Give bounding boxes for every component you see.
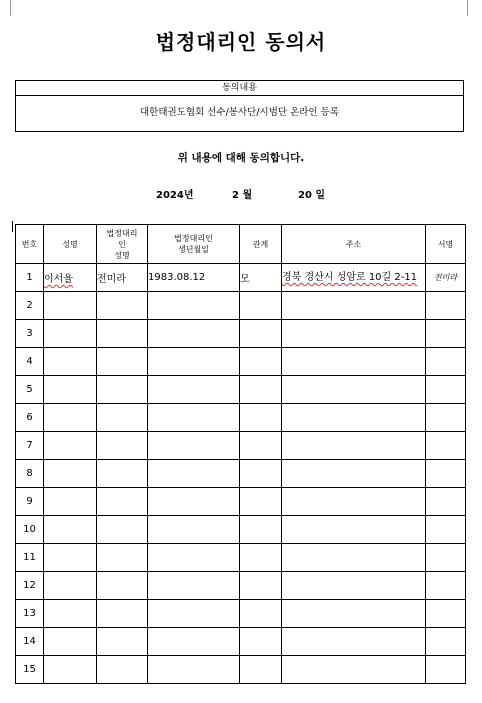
table-row <box>16 404 466 432</box>
row-relation[interactable] <box>240 600 282 628</box>
row-relation[interactable] <box>240 348 282 376</box>
row-number[interactable]: 7 <box>16 432 44 460</box>
row-guardian-name[interactable] <box>97 348 148 376</box>
row-guardian-name[interactable] <box>97 656 148 684</box>
row-relation[interactable] <box>240 572 282 600</box>
row-guardian-birth[interactable] <box>148 544 240 572</box>
table-row <box>16 264 466 292</box>
row-guardian-birth[interactable] <box>148 628 240 656</box>
table-row <box>16 488 466 516</box>
row-signature[interactable] <box>426 628 466 656</box>
row-relation[interactable] <box>240 544 282 572</box>
row-guardian-birth[interactable] <box>148 460 240 488</box>
row-number[interactable]: 10 <box>16 516 44 544</box>
row-address[interactable] <box>282 628 426 656</box>
row-guardian-birth[interactable] <box>148 320 240 348</box>
row-relation[interactable]: 모 <box>240 264 282 292</box>
row-name[interactable] <box>44 656 97 684</box>
row-name[interactable] <box>44 572 97 600</box>
row-number[interactable]: 13 <box>16 600 44 628</box>
row-number[interactable]: 9 <box>16 488 44 516</box>
row-guardian-birth[interactable] <box>148 572 240 600</box>
row-number[interactable]: 12 <box>16 572 44 600</box>
row-guardian-birth[interactable] <box>148 656 240 684</box>
row-address[interactable] <box>282 404 426 432</box>
row-address[interactable] <box>282 656 426 684</box>
row-relation[interactable] <box>240 460 282 488</box>
row-signature[interactable] <box>426 404 466 432</box>
row-address[interactable] <box>282 460 426 488</box>
row-guardian-name[interactable] <box>97 460 148 488</box>
content-body: 대한태권도협회 선수/봉사단/시범단 온라인 등록 <box>139 107 339 118</box>
row-address[interactable] <box>282 348 426 376</box>
row-guardian-name[interactable] <box>97 320 148 348</box>
row-address[interactable] <box>282 292 426 320</box>
row-name[interactable]: 이서율 <box>44 264 97 292</box>
text-cursor <box>12 221 13 232</box>
table-row <box>16 320 466 348</box>
row-signature[interactable] <box>426 460 466 488</box>
row-address[interactable] <box>282 600 426 628</box>
row-number[interactable]: 14 <box>16 628 44 656</box>
row-relation[interactable] <box>240 656 282 684</box>
row-address[interactable] <box>282 516 426 544</box>
row-guardian-birth[interactable] <box>148 488 240 516</box>
row-relation[interactable] <box>240 404 282 432</box>
row-signature[interactable]: 전미라 <box>426 264 466 292</box>
row-number[interactable]: 6 <box>16 404 44 432</box>
row-name[interactable] <box>44 348 97 376</box>
row-guardian-birth[interactable] <box>148 600 240 628</box>
header-signature: 서명 <box>426 225 466 264</box>
row-relation[interactable] <box>240 292 282 320</box>
row-signature[interactable] <box>426 656 466 684</box>
document-title: 법정대리인 동의서 <box>155 30 327 54</box>
table-row <box>16 600 466 628</box>
row-signature[interactable] <box>426 544 466 572</box>
row-guardian-birth[interactable] <box>148 292 240 320</box>
table-row <box>16 432 466 460</box>
row-signature[interactable] <box>426 348 466 376</box>
row-name[interactable] <box>44 320 97 348</box>
row-number[interactable]: 8 <box>16 460 44 488</box>
row-name[interactable] <box>44 404 97 432</box>
row-address[interactable] <box>282 320 426 348</box>
row-guardian-birth[interactable] <box>148 516 240 544</box>
page-corner-mark-top-left <box>0 0 11 16</box>
row-number[interactable]: 3 <box>16 320 44 348</box>
row-guardian-birth[interactable] <box>148 432 240 460</box>
row-guardian-name[interactable] <box>97 628 148 656</box>
row-guardian-name[interactable] <box>97 516 148 544</box>
row-signature[interactable] <box>426 292 466 320</box>
content-header: 동의내용 <box>16 81 463 96</box>
header-guardian-name: 법정대리 인 성명 <box>97 225 148 264</box>
row-guardian-name[interactable] <box>97 432 148 460</box>
row-name[interactable] <box>44 600 97 628</box>
row-name[interactable] <box>44 376 97 404</box>
row-relation[interactable] <box>240 320 282 348</box>
header-address: 주소 <box>282 225 426 264</box>
table-header-row <box>16 225 466 264</box>
row-name[interactable] <box>44 292 97 320</box>
row-guardian-name[interactable] <box>97 376 148 404</box>
row-address[interactable] <box>282 488 426 516</box>
row-signature[interactable] <box>426 516 466 544</box>
row-guardian-name[interactable]: 전미라 <box>97 264 148 292</box>
row-guardian-name[interactable] <box>97 488 148 516</box>
agreement-statement: 위 내용에 대해 동의합니다. <box>177 152 305 164</box>
date-year: 2024년 <box>156 190 194 201</box>
table-row <box>16 292 466 320</box>
table-row <box>16 460 466 488</box>
row-guardian-birth[interactable] <box>148 348 240 376</box>
table-row <box>16 348 466 376</box>
row-relation[interactable] <box>240 432 282 460</box>
row-name[interactable] <box>44 544 97 572</box>
header-no: 번호 <box>16 225 44 264</box>
table-row <box>16 656 466 684</box>
row-number[interactable]: 4 <box>16 348 44 376</box>
row-address[interactable] <box>282 432 426 460</box>
row-guardian-name[interactable] <box>97 292 148 320</box>
row-guardian-name[interactable] <box>97 600 148 628</box>
row-address[interactable] <box>282 544 426 572</box>
row-name[interactable] <box>44 628 97 656</box>
row-signature[interactable] <box>426 320 466 348</box>
row-guardian-name[interactable] <box>97 544 148 572</box>
guardian-roster-table <box>15 224 466 684</box>
header-relation: 관계 <box>240 225 282 264</box>
row-number[interactable]: 1 <box>16 264 44 292</box>
row-relation[interactable] <box>240 628 282 656</box>
row-relation[interactable] <box>240 376 282 404</box>
row-number[interactable]: 5 <box>16 376 44 404</box>
date-day: 20 일 <box>298 190 326 201</box>
row-guardian-birth[interactable] <box>148 376 240 404</box>
row-signature[interactable] <box>426 488 466 516</box>
row-signature[interactable] <box>426 600 466 628</box>
row-number[interactable]: 2 <box>16 292 44 320</box>
row-signature[interactable] <box>426 432 466 460</box>
row-number[interactable]: 15 <box>16 656 44 684</box>
row-name[interactable] <box>44 432 97 460</box>
header-guardian-birth: 법정대리인 생년월일 <box>148 225 240 264</box>
row-guardian-birth[interactable]: 1983.08.12 <box>148 264 240 292</box>
row-guardian-name[interactable] <box>97 572 148 600</box>
row-address[interactable] <box>282 572 426 600</box>
table-row <box>16 572 466 600</box>
table-row <box>16 544 466 572</box>
header-name: 성명 <box>44 225 97 264</box>
page-corner-mark-top-right <box>467 0 478 16</box>
row-signature[interactable] <box>426 572 466 600</box>
consent-content-box <box>15 80 464 132</box>
row-relation[interactable] <box>240 516 282 544</box>
date-month: 2 월 <box>232 190 253 201</box>
table-row <box>16 516 466 544</box>
row-address[interactable] <box>282 376 426 404</box>
row-address[interactable]: 경북 경산시 성암로 10길 2-11 <box>282 264 426 292</box>
row-name[interactable] <box>44 488 97 516</box>
table-row <box>16 376 466 404</box>
row-number[interactable]: 11 <box>16 544 44 572</box>
row-name[interactable] <box>44 460 97 488</box>
row-relation[interactable] <box>240 488 282 516</box>
row-signature[interactable] <box>426 376 466 404</box>
table-row <box>16 628 466 656</box>
row-guardian-name[interactable] <box>97 404 148 432</box>
row-guardian-birth[interactable] <box>148 404 240 432</box>
row-name[interactable] <box>44 516 97 544</box>
